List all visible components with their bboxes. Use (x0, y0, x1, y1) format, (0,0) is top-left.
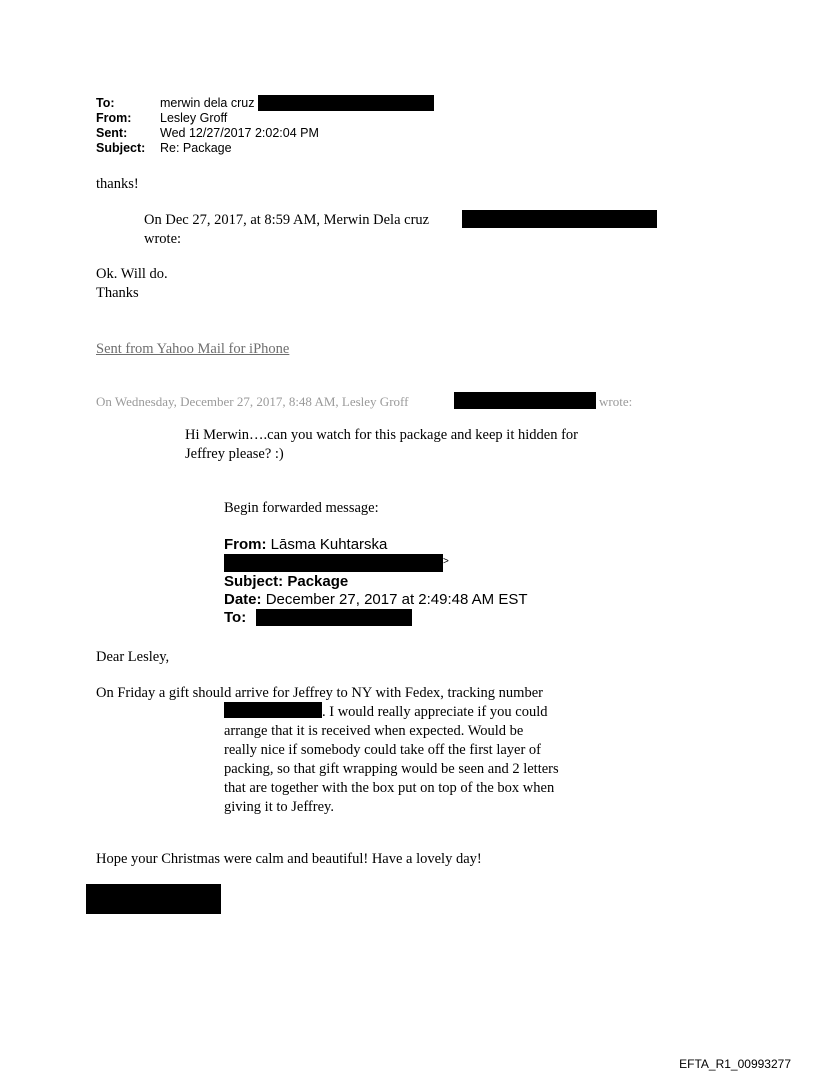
forwarded-subject-label: Subject: (224, 573, 284, 590)
letter-closing: Hope your Christmas were calm and beautiful! Have a lovely day! (96, 851, 482, 867)
letter-p1-line5: packing, so that gift wrapping would be seen and 2 letters (224, 761, 559, 777)
redaction-lesley-email (454, 392, 596, 409)
quote2-line2: Jeffrey please? :) (185, 446, 284, 462)
quote2-body (185, 426, 578, 464)
letter-greeting: Dear Lesley, (96, 649, 170, 665)
forwarded-date-value: December 27, 2017 at 2:49:48 AM EST (265, 591, 528, 608)
forwarded-from-row (224, 536, 387, 554)
header-subject-row (96, 141, 319, 156)
forwarded-from-value: Lāsma Kuhtarska (270, 536, 388, 553)
redaction-signature (86, 884, 221, 914)
redaction-forwarded-to-email (256, 609, 412, 626)
forwarded-from-email-tail: > (443, 556, 449, 567)
forwarded-subject-value: Package (287, 573, 349, 590)
sent-label: Sent: (96, 126, 128, 140)
letter-p1-line6: that are together with the box put on top of the box when (224, 780, 555, 796)
letter-p1-line2: . I would really appreciate if you could (322, 704, 548, 720)
quote2-wrote: wrote: (599, 394, 633, 409)
yahoo-mail-link[interactable]: Sent from Yahoo Mail for iPhone (96, 341, 290, 357)
subject-label: Subject: (96, 141, 146, 155)
to-label: To: (96, 96, 115, 110)
quote2-line1: Hi Merwin….can you watch for this package and keep it hidden for (185, 427, 578, 443)
letter-p1-line4: really nice if somebody could take off the first layer of (224, 742, 542, 758)
sent-value: Wed 12/27/2017 2:02:04 PM (160, 126, 319, 140)
from-label: From: (96, 111, 132, 125)
merwin-message (96, 265, 168, 303)
letter-p1-line7: giving it to Jeffrey. (224, 799, 334, 815)
quote1-line2: wrote: (144, 231, 182, 247)
forwarded-date-row (224, 591, 528, 609)
to-value: merwin dela cruz (160, 96, 255, 110)
merwin-line1: Ok. Will do. (96, 266, 168, 282)
header-from-row (96, 111, 319, 126)
document-id: EFTA_R1_00993277 (679, 1057, 791, 1071)
header-sent-row (96, 126, 319, 141)
redaction-forwarded-from-email (224, 554, 443, 572)
quote2-attribution: On Wednesday, December 27, 2017, 8:48 AM, Lesley Groff (96, 394, 409, 409)
redaction-merwin-email (462, 210, 657, 228)
from-value: Lesley Groff (160, 111, 228, 125)
forwarded-to-row (224, 609, 246, 627)
forwarded-from-label: From: (224, 536, 267, 553)
reply-body: thanks! (96, 176, 139, 192)
forwarded-to-label: To: (224, 609, 247, 626)
forwarded-subject-row (224, 573, 348, 591)
letter-p1-rest (224, 722, 559, 817)
quote1-line1: On Dec 27, 2017, at 8:59 AM, Merwin Dela cruz (144, 212, 430, 228)
redaction-to-email (258, 95, 434, 111)
redaction-tracking-number (224, 702, 322, 718)
letter-p1-line1: On Friday a gift should arrive for Jeffrey to NY with Fedex, tracking number (96, 685, 543, 701)
merwin-line2: Thanks (96, 285, 139, 301)
subject-value: Re: Package (160, 141, 232, 155)
letter-p1-line3: arrange that it is received when expected. Would be (224, 723, 524, 739)
forwarded-date-label: Date: (224, 591, 262, 608)
quote1-attribution (144, 211, 429, 249)
forwarded-intro: Begin forwarded message: (224, 500, 379, 516)
